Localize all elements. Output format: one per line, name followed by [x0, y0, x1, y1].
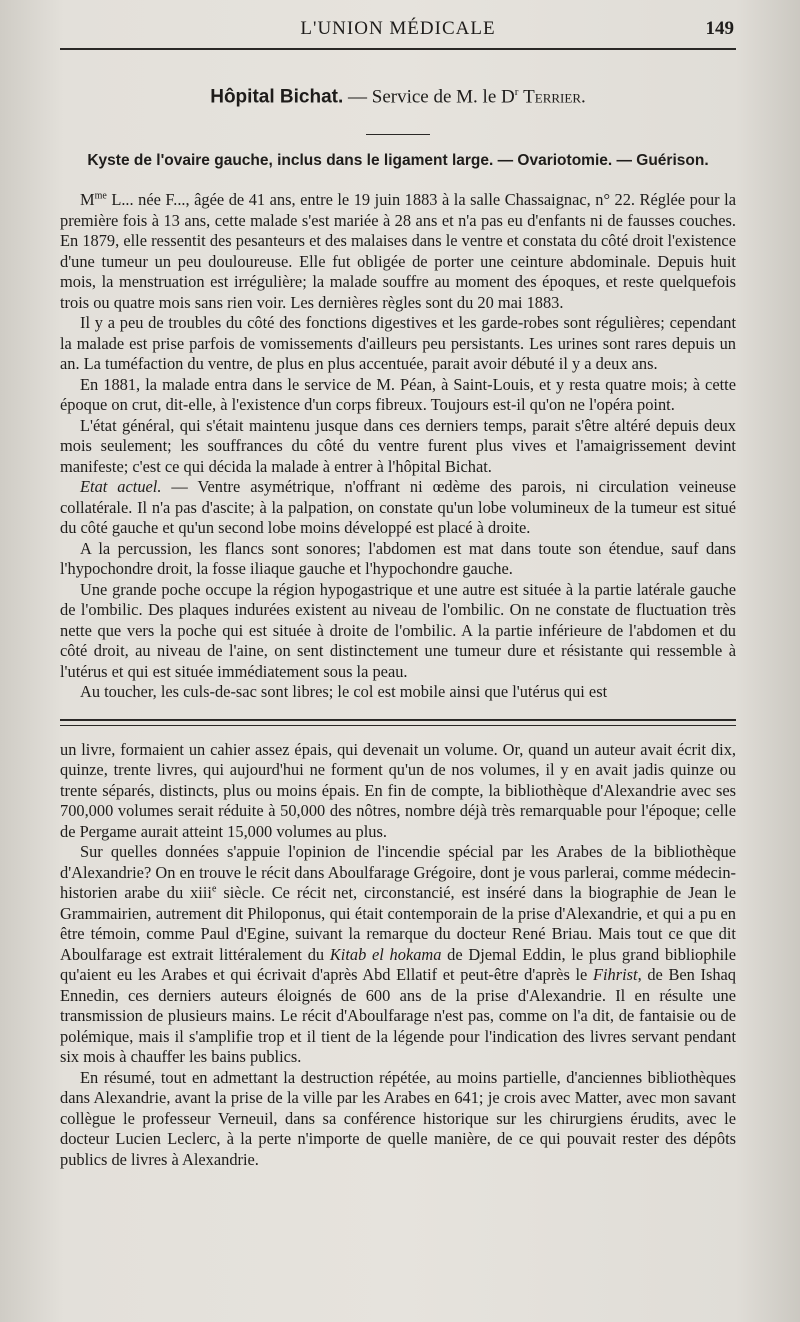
superscript: e [211, 883, 217, 895]
journal-title: L'UNION MÉDICALE [300, 18, 496, 39]
paragraph: un livre, formaient un cahier assez épais, qui devenait un volume. Or, quand un auteur avait écrit dix, quinze, trente livres, qui aujourd'hui ne forment qu'un de nos volumes, il y en avait jadis quinze ou trente séparés, distincts, plus ou moins épais. En fin de compte, la bibliothèque d'Alexandrie avec ses 700,000 volumes serait réduite à 50,000 des nôtres, nombre déjà très remarquable pour l'époque; celle de Pergame aurait atteint 15,000 volumes au plus. [60, 739, 736, 841]
paragraph: A la percussion, les flancs sont sonores; l'abdomen est mat dans toute son étendue, sauf dans l'hypochondre droit, la fosse iliaque gauche et l'hypochondre gauche. [60, 538, 736, 579]
text-run: L... née F..., âgée de 41 ans, entre le 19 juin 1883 à la salle Chassaignac, n° 22. Réglée pour la première fois à 13 ans, cette malade s'est mariée à 28 ans et n'a pas eu d'enfants ni de fausses couches. En 1879, elle ressentit des pesanteurs et des malaises dans le ventre et constata du côté droit l'existence d'une tumeur un peu douloureuse. Elle fut obligée de porter une ceinture abdominale. Depuis huit mois, la menstruation est irrégulière; la malade souffre au moment des époques, et reste quelquefois trois ou quatre mois sans rien voir. Les dernières règles sont du 20 mai 1883. [60, 190, 736, 312]
paragraph: L'état général, qui s'était maintenu jusque dans ces derniers temps, parait s'être altéré depuis deux mois seulement; les souffrances du côté du ventre furent plus vives et l'amaigrissement devint manifeste; c'est ce qui décida la malade à entrer à l'hôpital Bichat. [60, 415, 736, 476]
text-run: — Ventre asymétrique, n'offrant ni œdème des parois, ni circulation veineuse collatérale. Il n'a pas d'ascite; à la palpation, on constate qu'un lobe volumineux de la tumeur est situé du côté gauche et qu'un second lobe moins développé est placé à droite. [60, 477, 737, 538]
text-run: , de Ben Ishaq Ennedin, ces derniers auteurs éloignés de 600 ans de la prise d'Alexandrie. Il en résulte une transmission de plusieurs mains. Le récit d'Aboulfarage n'est pas, comme on l'a dit, de fantaisie ou de polémique, mais il s'amplifie trop et il tient de la légende pour l'indication des livres servant pendant six mois à chauffer les bains publics. [60, 965, 736, 1067]
doctor-name: Terrier. [523, 86, 586, 108]
paragraph: En résumé, tout en admettant la destruction répétée, au moins partielle, d'anciennes bibliothèques dans Alexandrie, avant la prise de la ville par les Arabes en 641; je crois avec Matter, avec mon savant collègue le professeur Verneuil, dans sa conférence historique sur les chirurgiens érudits, avec le docteur Lucien Leclerc, à la perte n'importe de quelle manière, de ce qui pouvait rester des dépôts publics de livres à Alexandrie. [60, 1067, 736, 1169]
header-rule [60, 48, 736, 50]
hospital-heading [60, 86, 736, 108]
text-run: Sur quelles données s'appuie l'opinion de l'incendie spécial par les Arabes de la bibliothèque d'Alexandrie? On en trouve le récit dans Aboulfarage Grégoire, dont je vous parlerai, comme médecin-historien arabe du xiii [60, 842, 736, 903]
feuilleton-rule-thick [60, 719, 736, 721]
heading-divider [366, 134, 430, 135]
doctor-title-sup: r [514, 86, 519, 98]
service-label: — Service de M. le D [343, 86, 515, 108]
italic-heading: Etat actuel. [80, 477, 162, 497]
paragraph: Il y a peu de troubles du côté des fonctions digestives et les garde-robes sont régulières; cependant la malade est prise parfois de vomissements d'ailleurs peu persistants. Les urines sont rares depuis un an. La tuméfaction du ventre, de plus en plus accentuée, parait avoir débuté il y a deux ans. [60, 313, 736, 374]
hospital-name: Hôpital Bichat. [210, 86, 344, 108]
paragraph: Au toucher, les culs-de-sac sont libres; le col est mobile ainsi que l'utérus qui est [80, 682, 608, 702]
paragraph [60, 477, 736, 539]
case-title: Kyste de l'ovaire gauche, inclus dans le ligament large. — Ovariotomie. — Guérison. [87, 152, 709, 170]
superscript: me [94, 190, 107, 202]
feuilleton-rule-thin [60, 725, 736, 726]
text-run: siècle. Ce récit net, circonstancié, est inséré dans la biographie de Jean le Grammairien, autrement dit Philoponus, qui était contemporain de la prise d'Alexandrie, et qui a pu en être témoin, comme Paul d'Egine, suivant la remarque du docteur René Briau. Mais tout ce que dit Aboulfarage est extrait littéralement du [60, 883, 736, 964]
italic-title: Kitab el hokama [329, 944, 442, 964]
paragraph: En 1881, la malade entra dans le service de M. Péan, à Saint-Louis, et y resta quatre mois; à cette époque on crut, dit-elle, à l'existence d'un corps fibreux. Toujours est-il qu'on ne l'opéra point. [60, 374, 736, 415]
running-head [60, 14, 736, 48]
feuilleton-text [60, 740, 736, 1171]
page-number: 149 [705, 18, 734, 39]
text-run: M [80, 190, 95, 210]
paragraph: Une grande poche occupe la région hypogastrique et une autre est située à la partie latérale gauche de l'ombilic. Des plaques indurées existent au niveau de l'ombilic. On ne constate de fluctuation très nette que vers la poche qui est située à droite de l'ombilic. A la partie inférieure de l'abdomen et du côté droit, au niveau de l'aine, on sent distinctement une tumeur dure et résistante qui ressemble à l'utérus et qui est située immédiatement sous la peau. [60, 579, 736, 681]
paragraph [60, 190, 736, 313]
paragraph [60, 842, 736, 1068]
italic-title: Fihrist [592, 965, 638, 985]
case-report [60, 190, 736, 703]
text-run: de Djemal Eddin, le plus grand bibliophile qu'aient eu les Arabes et qui écrivait d'après Abd Ellatif et peut-être d'après le [60, 944, 736, 985]
